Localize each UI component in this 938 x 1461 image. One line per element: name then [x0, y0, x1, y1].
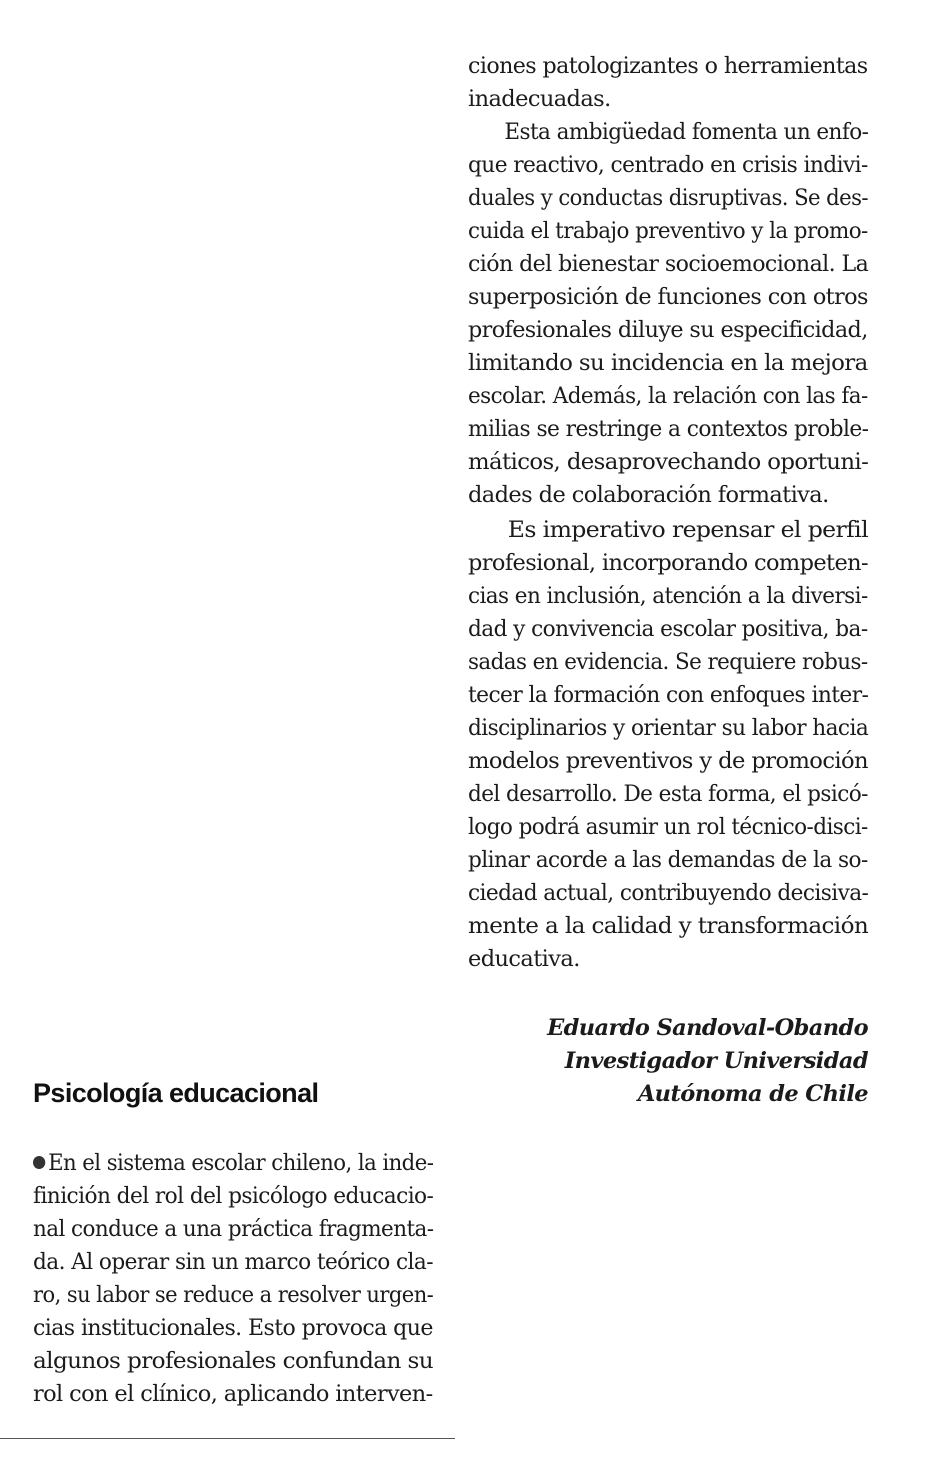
text-line: cias en inclusión, atención a la diversi-	[468, 583, 868, 609]
text-line: profesionales diluye su especificidad,	[468, 317, 868, 343]
text-line: modelos preventivos y de promoción	[468, 748, 868, 774]
text-line: milias se restringe a contextos proble-	[468, 416, 869, 442]
text-line: rol con el clínico, aplicando interven-	[33, 1381, 433, 1407]
text-line: ción del bienestar socioemocional. La	[468, 251, 869, 277]
bottom-divider	[0, 1438, 455, 1439]
article-heading: Psicología educacional	[33, 1078, 319, 1108]
text-line: da. Al operar sin un marco teórico cla-	[33, 1249, 433, 1275]
text-line: mente a la calidad y transformación	[468, 913, 869, 939]
text-line: nal conduce a una práctica fragmenta-	[33, 1216, 434, 1242]
text-line: disciplinarios y orientar su labor hacia	[468, 715, 869, 741]
text-line: dad y convivencia escolar positiva, ba-	[468, 616, 868, 642]
text-line: tecer la formación con enfoques inter-	[468, 682, 869, 708]
text-line: ciones patologizantes o herramientas	[468, 53, 868, 79]
text-line: máticos, desaprovechando oportuni-	[468, 449, 869, 475]
text-line: finición del rol del psicólogo educacio-	[33, 1183, 434, 1209]
paragraph-start-line: Esta ambigüedad fomenta un enfo-	[504, 119, 869, 145]
text-line: superposición de funciones con otros	[468, 284, 868, 310]
author-affiliation: Autónoma de Chile	[637, 1081, 868, 1107]
text-line: inadecuadas.	[468, 86, 611, 112]
text-line: del desarrollo. De esta forma, el psicó-	[468, 781, 868, 807]
text-line: que reactivo, centrado en crisis indivi-	[468, 152, 868, 178]
text-line: profesional, incorporando competen-	[468, 550, 868, 576]
text-line: dades de colaboración formativa.	[468, 482, 829, 508]
text-line: sadas en evidencia. Se requiere robus-	[468, 649, 868, 675]
text-line: cuida el trabajo preventivo y la promo-	[468, 218, 868, 244]
text-line: escolar. Además, la relación con las fa-	[468, 383, 868, 409]
text-line: educativa.	[468, 946, 580, 972]
text-line: duales y conductas disruptivas. Se des-	[468, 185, 869, 211]
text-line: ro, su labor se reduce a resolver urgen-	[33, 1282, 434, 1308]
text-line: ciedad actual, contribuyendo decisiva-	[468, 880, 869, 906]
paragraph-start-line: Es imperativo repensar el perfil	[507, 517, 868, 543]
author-title: Investigador Universidad	[564, 1048, 868, 1074]
paragraph-start-line	[33, 1150, 433, 1176]
text-line: cias institucionales. Esto provoca que	[33, 1315, 433, 1341]
text-line: plinar acorde a las demandas de la so-	[468, 847, 868, 873]
text-line: algunos profesionales confundan su	[33, 1348, 434, 1374]
text-line: logo podrá asumir un rol técnico-disci-	[468, 814, 868, 840]
line-text: En el sistema escolar chileno, la inde-	[48, 1150, 434, 1176]
bullet-icon	[33, 1156, 45, 1169]
author-name: Eduardo Sandoval-Obando	[547, 1015, 868, 1041]
text-line: limitando su incidencia en la mejora	[468, 350, 868, 376]
